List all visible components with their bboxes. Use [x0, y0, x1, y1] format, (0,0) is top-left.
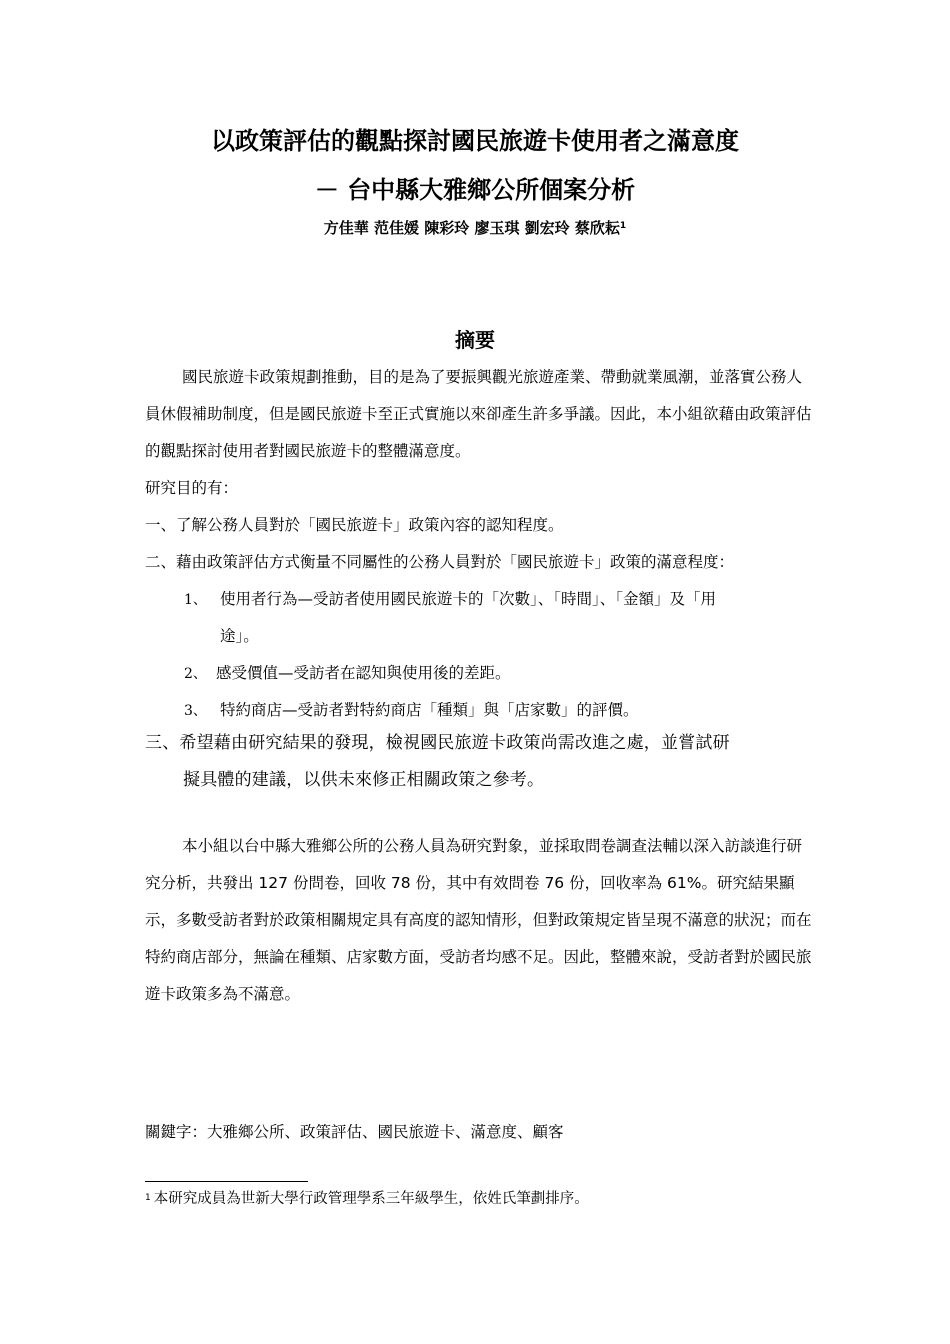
keywords: 關鍵字：大雅鄉公所、政策評估、國民旅遊卡、滿意度、顧客 — [145, 1123, 564, 1141]
footnote-text: 本研究成員為世新大學行政管理學系三年級學生，依姓氏筆劃排序。 — [153, 1191, 589, 1207]
objective-2: 二、藉由政策評估方式衡量不同屬性的公務人員對於「國民旅遊卡」政策的滿意程度： — [145, 553, 735, 571]
sub-objective-1-number: 1、 — [184, 592, 207, 608]
objective-1: 一、了解公務人員對於「國民旅遊卡」政策內容的認知程度。 — [145, 516, 564, 534]
abstract-heading: 摘要 — [455, 328, 495, 352]
objective-3-continued: 擬具體的建議，以供未來修正相關政策之參考。 — [183, 770, 545, 790]
author-list — [0, 218, 950, 238]
sub-objective-2 — [184, 655, 511, 693]
objective-3: 三、希望藉由研究結果的發現，檢視國民旅遊卡政策尚需改進之處，並嘗試研 — [145, 733, 730, 753]
abstract-intro-paragraph: 國民旅遊卡政策規劃推動，目的是為了要振興觀光旅遊產業、帶動就業風潮，並落實公務人員休假補助制度，但是國民旅遊卡至正式實施以來卻產生許多爭議。因此，本小組欲藉由政策評估的觀點探討使用者對國民旅遊卡的整體滿意度。 — [145, 368, 812, 460]
sub-objective-3-number: 3、 — [184, 703, 207, 719]
author-names: 方佳華 范佳媛 陳彩玲 廖玉琪 劉宏玲 蔡欣耘 — [323, 219, 620, 237]
objectives-label: 研究目的有： — [145, 479, 239, 497]
paper-subtitle: － 台中縣大雅鄉公所個案分析 — [314, 176, 636, 204]
footnote-mark: 1 — [145, 1193, 151, 1203]
footnote — [145, 1188, 589, 1210]
sub-objective-2-number: 2、 — [184, 666, 207, 682]
sub-objective-1-continued: 途」。 — [220, 627, 259, 645]
sub-objective-2-text: 感受價值—受訪者在認知與使用後的差距。 — [216, 664, 511, 682]
author-footnote-mark: 1 — [619, 221, 627, 231]
sub-objective-1-text: 使用者行為—受訪者使用國民旅遊卡的「次數」、「時間」、「金額」及「用 — [220, 590, 717, 608]
sub-objective-1 — [184, 581, 716, 619]
footnote-separator — [145, 1181, 308, 1182]
sub-objective-3-text: 特約商店—受訪者對特約商店「種類」與「店家數」的評價。 — [220, 701, 639, 719]
abstract-method-paragraph: 本小組以台中縣大雅鄉公所的公務人員為研究對象，並採取問卷調查法輔以深入訪談進行研究分析，共發出 127 份問卷，回收 78 份，其中有效問卷 76 份，回收率為 61%。研究結果顯示，多數受訪者對於政策相關規定具有高度的認知情形，但對政策規定皆呈現不滿意的狀況；而在特約商店部分，無論在種類、店家數方面，受訪者均感不足。因此，整體來說，受訪者對於國民旅遊卡政策多為不滿意。 — [145, 837, 812, 1003]
paper-title: 以政策評估的觀點探討國民旅遊卡使用者之滿意度 — [211, 127, 739, 155]
